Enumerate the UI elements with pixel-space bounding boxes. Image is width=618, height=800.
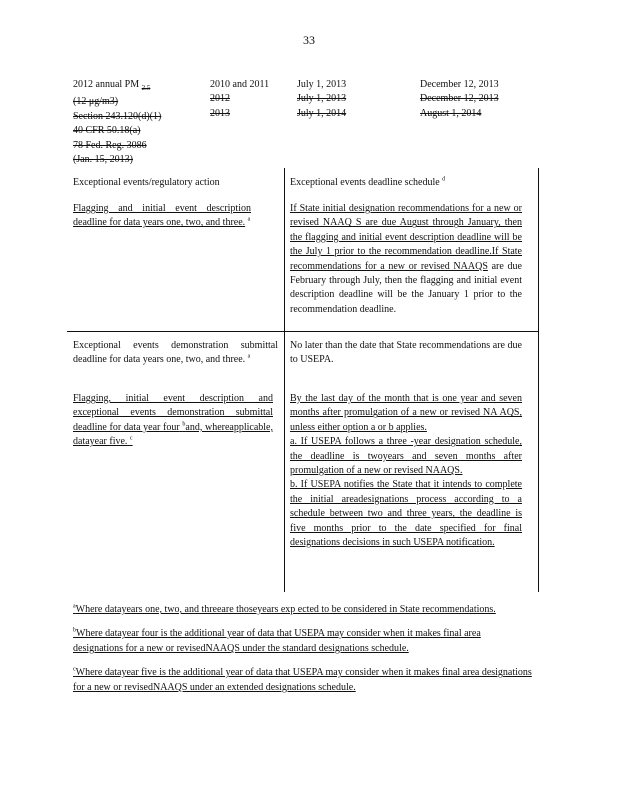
page-number: 33 <box>303 33 315 47</box>
row1-left-header: Exceptional events/regulatory action <box>73 177 220 188</box>
top-row-years-line2: 2012 <box>210 93 230 105</box>
row1-left-body-sup: a <box>247 217 251 224</box>
row1-right-body-plain: are due February through July, then the flagging and initial event description deadline will be the January 1 prior to the recommendation deadline. <box>290 260 522 315</box>
row2-left-bottom: Flagging, initial event description and exceptional events demonstration submittal deadline for data year four $^b$and, whereapplicable, datayear five. $^c$ <box>73 393 273 448</box>
row2-right-top: No later than the date that State recommendations are due to USEPA. <box>290 340 522 366</box>
top-row <box>73 78 543 168</box>
footnote-a: $^a$Where datayears one, two, and threeare thoseyears exp ected to be considered in State recommendations. <box>73 603 496 615</box>
row2-left-bottom-sup1: b <box>182 421 186 428</box>
top-row-standard-line4: 40 CFR 50.18(a) <box>73 125 141 137</box>
top-row-col-standard <box>73 78 173 167</box>
row1-right-header: Exceptional events deadline schedule $^d$ <box>290 176 446 188</box>
row2-right-bottom-option-a: a. If USEPA follows a three -year designation schedule, the deadline is twoyears and seven months after promulgation of a new or revised NAAQS. <box>290 436 522 477</box>
top-row-standard-line3: Section 243.120(d)(1) <box>73 110 162 122</box>
table-divider-vertical <box>284 168 285 592</box>
footnotes <box>73 603 533 705</box>
top-row-standard-line1: 2012 annual PM <box>73 79 140 90</box>
top-row-standard-line2: (12 μg/m3) <box>73 96 119 108</box>
top-row-flag-line2: July 1, 2013 <box>297 93 347 105</box>
top-row-demo-line2: December 12, 2013 <box>420 93 499 105</box>
top-row-standard-line5: 78 Fed. Reg. 3086 <box>73 139 147 151</box>
top-row-years-line1: 2010 and 2011 <box>210 79 270 90</box>
footnote-c: $^c$Where datayear five is the additional year of data that USEPA may consider when it makes final area designations for a new or revisedNAAQS under an extended designations schedule. <box>73 666 532 693</box>
row2-right-bottom-option-b: b. If USEPA notifies the State that it intends to complete the initial areadesignations process according to a schedule between two and three years, the deadline is five months prior to the date specified for final designations decisions in such USEPA notification. <box>290 479 522 549</box>
row2-left-top: Exceptional events demonstration submittal deadline for data years one, two, and three. $^a$ <box>73 340 278 366</box>
top-row-flag-line1: July 1, 2013 <box>297 79 347 90</box>
top-row-flag-line3: July 1, 2014 <box>297 107 347 119</box>
top-row-col-demo-deadline <box>420 78 530 121</box>
row1-right-body <box>290 202 522 317</box>
top-row-col-years <box>210 78 290 121</box>
row2-right-bottom-main: By the last day of the month that is one year and seven months after promulgation of a new or revised NA AQS, unless either option a or b applies. <box>290 393 522 433</box>
top-row-demo-line1: December 12, 2013 <box>420 79 499 90</box>
table-right-border <box>538 168 539 592</box>
row2-left-top-sup: a <box>247 354 251 361</box>
row2-left-bottom-sup2: c <box>129 435 133 442</box>
row1-right-body-underlined: If State initial designation recommendations for a new or revised NAAQ S are due August through January, then the flagging and initial event description deadline will be the July 1 prior to the recommendation deadline.If State recommendations for a new or revised NAAQS <box>290 203 522 272</box>
row2-right-bottom <box>290 392 522 550</box>
top-row-standard-sub: 2.5 <box>141 84 151 92</box>
footnote-b: $^b$Where datayear four is the additional year of data that USEPA may consider when it makes final area designations for a new or revisedNAAQS under the standard designations schedule. <box>73 628 481 654</box>
row1-right-header-sup: d <box>442 176 446 183</box>
top-row-standard-line6: (Jan. 15, 2013) <box>73 154 133 166</box>
top-row-col-flag-deadline <box>297 78 397 121</box>
top-row-years-line3: 2013 <box>210 107 230 119</box>
table-row-divider <box>67 331 539 332</box>
row1-left-body: Flagging and initial event description deadline for data years one, two, and three. $^a$ <box>73 203 251 229</box>
top-row-demo-line3: August 1, 2014 <box>420 107 482 119</box>
